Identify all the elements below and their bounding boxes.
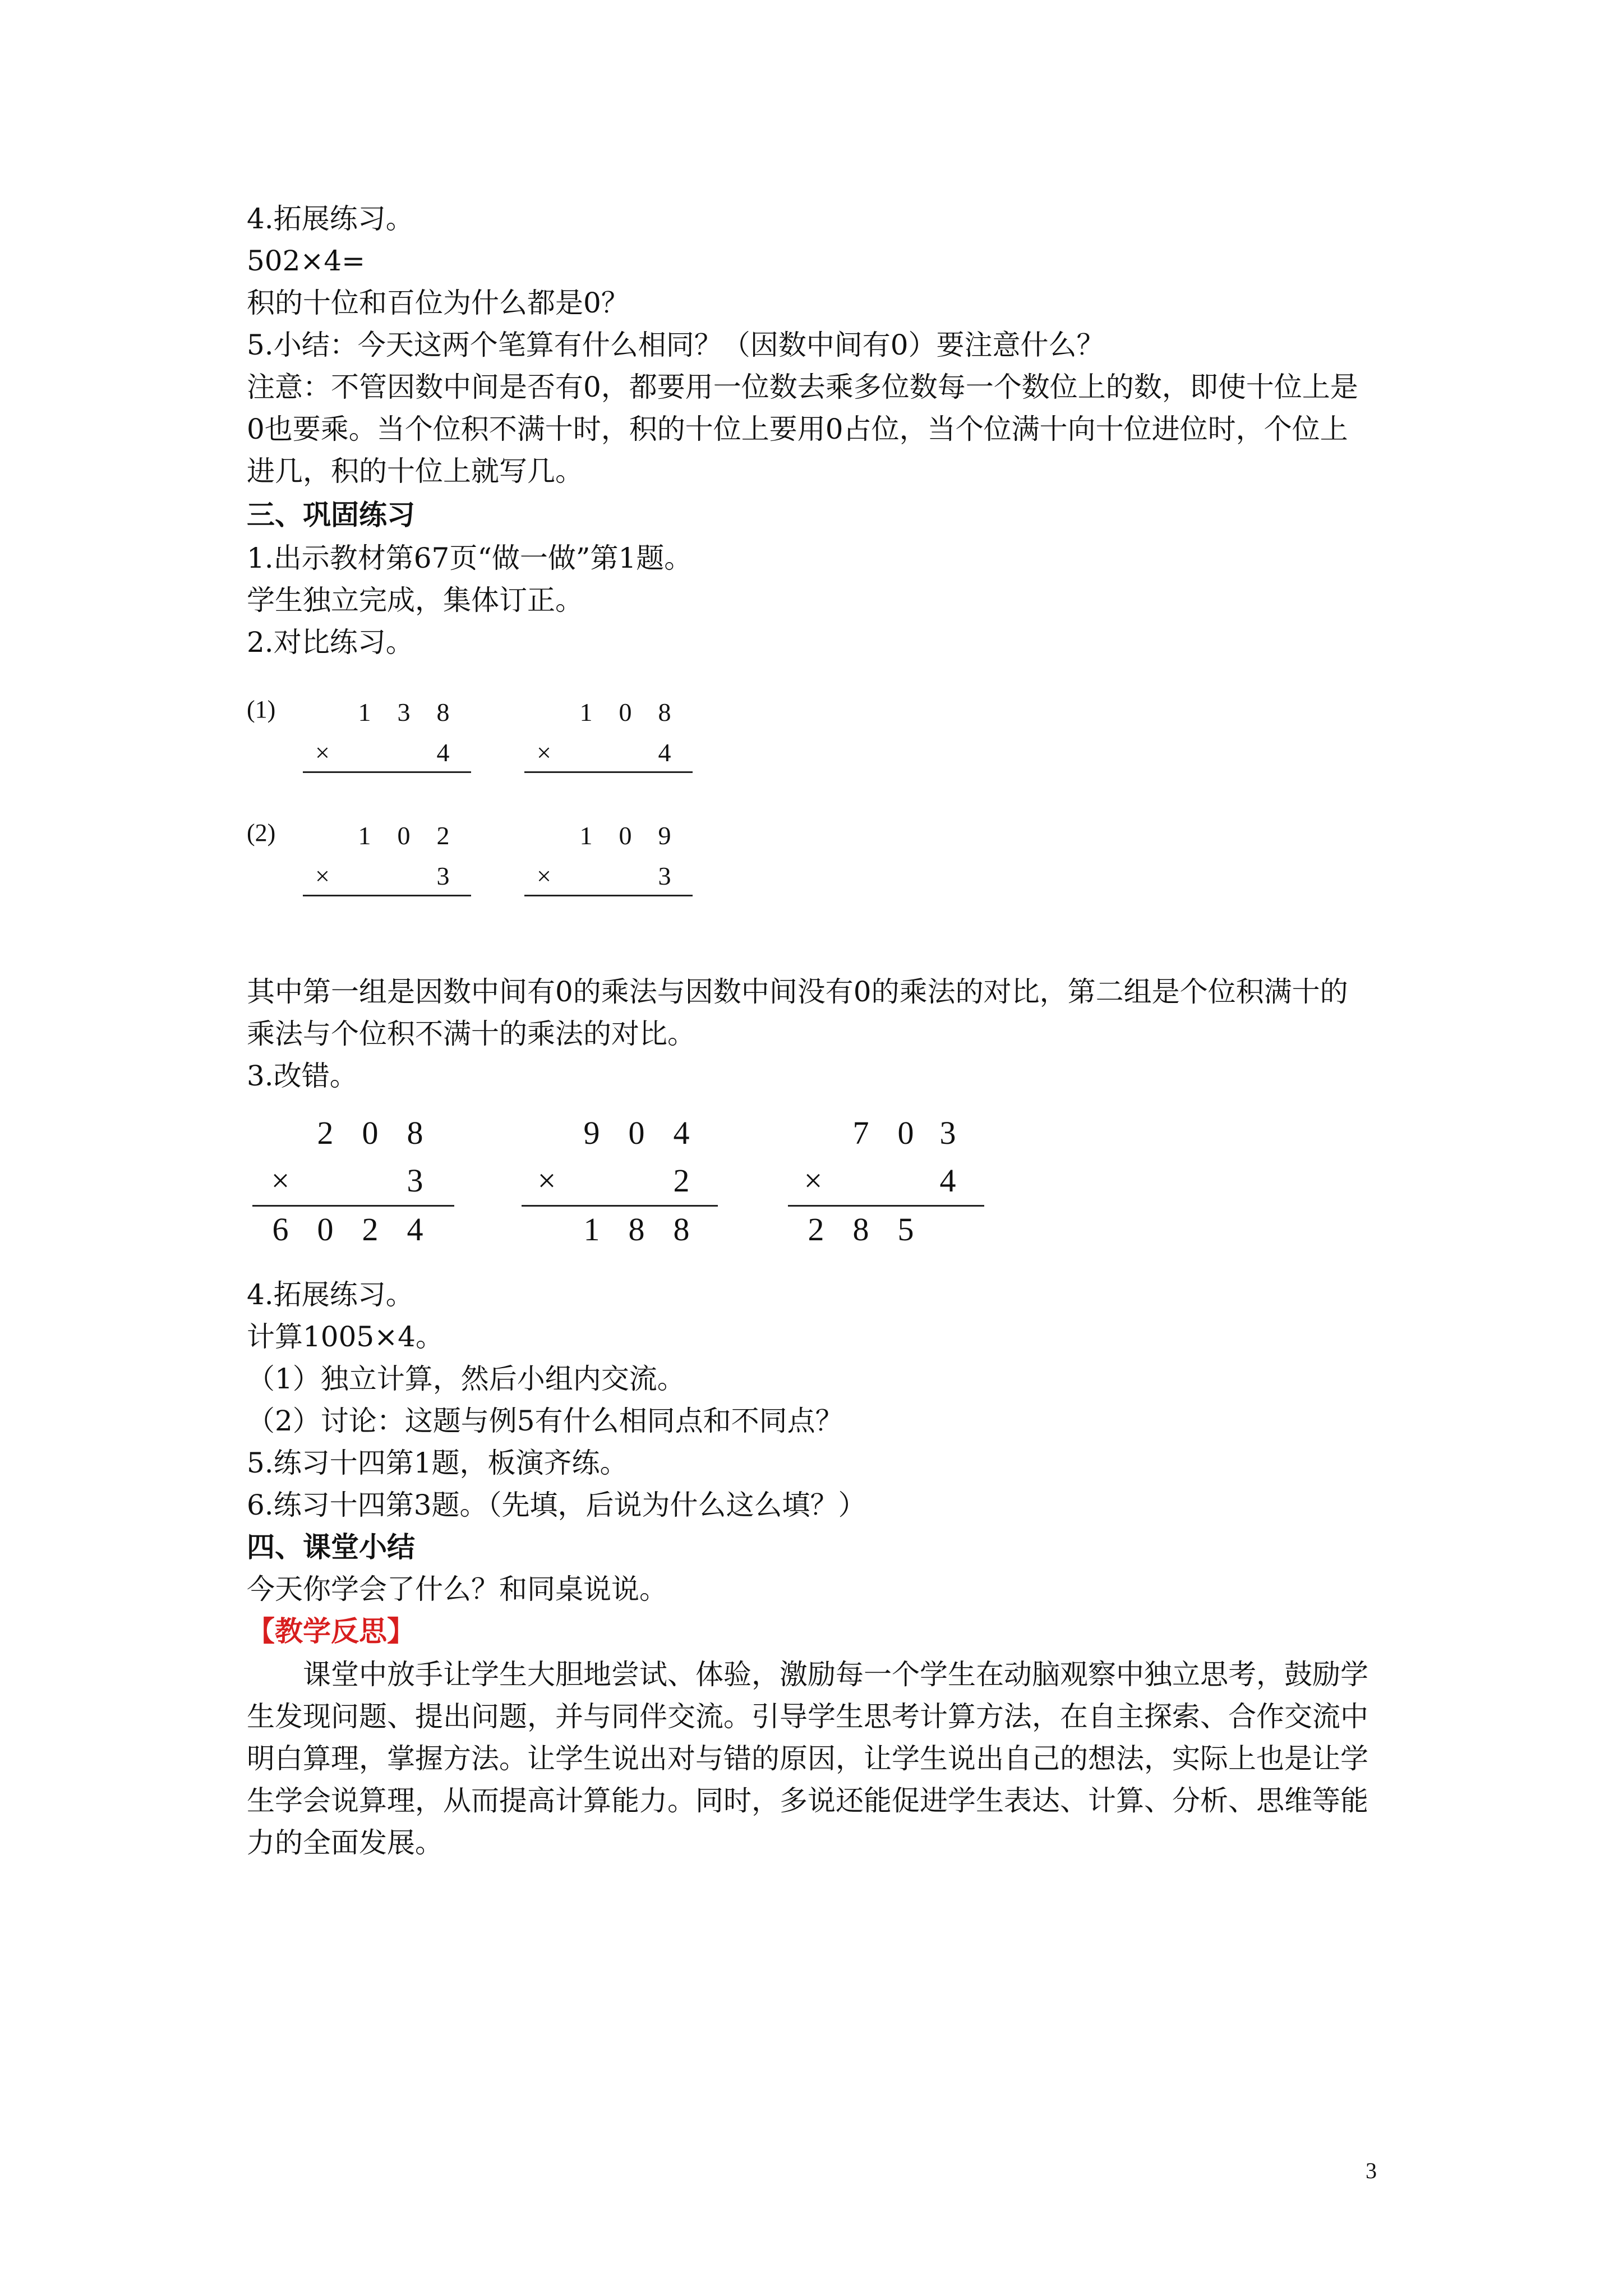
calc-rule bbox=[303, 771, 471, 773]
vertical-multiplication bbox=[252, 1116, 454, 1251]
digit: 2 bbox=[673, 1162, 690, 1199]
times-sign: × bbox=[315, 738, 330, 767]
text-line: 注意：不管因数中间是否有0，都要用一位数去乘多位数每一个数位上的数，即使十位上是 bbox=[247, 371, 1358, 403]
digit: 0 bbox=[397, 821, 411, 850]
vertical-multiplication bbox=[524, 698, 693, 777]
text-line: 1.出示教材第67页“做一做”第1题。 bbox=[247, 542, 693, 574]
text-line: 3.改错。 bbox=[247, 1060, 358, 1092]
digit: 6 bbox=[272, 1211, 289, 1248]
digit: 8 bbox=[628, 1211, 645, 1248]
vertical-multiplication bbox=[788, 1116, 984, 1251]
text-line: 生学会说算理，从而提高计算能力。同时，多说还能促进学生表达、计算、分析、思维等能 bbox=[247, 1784, 1368, 1817]
digit: 4 bbox=[407, 1211, 423, 1248]
digit: 1 bbox=[583, 1211, 600, 1248]
text-line: 生发现问题、提出问题，并与同伴交流。引导学生思考计算方法，在自主探索、合作交流中 bbox=[247, 1700, 1368, 1733]
text-line: （1）独立计算，然后小组内交流。 bbox=[247, 1363, 685, 1395]
digit: 7 bbox=[852, 1115, 869, 1151]
digit: 1 bbox=[358, 821, 371, 850]
text-line: 计算1005×4。 bbox=[247, 1320, 444, 1353]
digit: 0 bbox=[362, 1115, 379, 1151]
digit: 4 bbox=[673, 1115, 690, 1151]
digit: 3 bbox=[397, 698, 411, 726]
text-line: 502×4= bbox=[247, 245, 366, 277]
digit: 9 bbox=[583, 1115, 600, 1151]
digit: 4 bbox=[436, 738, 450, 767]
reflection-title: 【教学反思】 bbox=[247, 1615, 415, 1648]
digit: 8 bbox=[658, 698, 671, 726]
text-line: 5.练习十四第1题，板演齐练。 bbox=[247, 1447, 628, 1479]
digit: 1 bbox=[579, 698, 593, 726]
digit: 4 bbox=[658, 738, 671, 767]
times-sign: × bbox=[804, 1162, 823, 1199]
digit: 3 bbox=[658, 862, 671, 890]
digit: 8 bbox=[852, 1211, 869, 1248]
times-sign: × bbox=[537, 738, 551, 767]
text-line: 进几，积的十位上就写几。 bbox=[247, 455, 583, 487]
vertical-multiplication bbox=[303, 698, 471, 777]
digit: 8 bbox=[407, 1115, 423, 1151]
calc-rule bbox=[522, 1205, 718, 1207]
digit: 0 bbox=[897, 1115, 914, 1151]
calc-rule bbox=[788, 1205, 984, 1207]
digit: 0 bbox=[317, 1211, 334, 1248]
text-line: 2.对比练习。 bbox=[247, 626, 414, 659]
digit: 3 bbox=[939, 1115, 956, 1151]
calc-rule bbox=[524, 895, 693, 896]
digit: 0 bbox=[619, 698, 632, 726]
text-line: 明白算理，掌握方法。让学生说出对与错的原因，让学生说出自己的想法，实际上也是让学 bbox=[247, 1742, 1368, 1775]
calc-rule bbox=[252, 1205, 454, 1207]
times-sign: × bbox=[315, 862, 330, 890]
text-line: 0也要乘。当个位积不满十时，积的十位上要用0占位，当个位满十向十位进位时，个位上 bbox=[247, 413, 1348, 445]
group-label: (1) bbox=[247, 696, 276, 723]
digit: 2 bbox=[808, 1211, 824, 1248]
section-heading: 三、巩固练习 bbox=[247, 499, 415, 531]
text-line: 4.拓展练习。 bbox=[247, 203, 414, 235]
digit: 2 bbox=[436, 821, 450, 850]
digit: 8 bbox=[673, 1211, 690, 1248]
digit: 8 bbox=[436, 698, 450, 726]
text-line: 力的全面发展。 bbox=[247, 1826, 443, 1859]
text-line: 积的十位和百位为什么都是0？ bbox=[247, 287, 629, 319]
text-line: 学生独立完成，集体订正。 bbox=[247, 584, 583, 616]
page-number: 3 bbox=[1366, 2158, 1377, 2183]
digit: 3 bbox=[436, 862, 450, 890]
vertical-multiplication bbox=[524, 822, 693, 900]
digit: 4 bbox=[939, 1162, 956, 1199]
times-sign: × bbox=[271, 1162, 290, 1199]
text-line: 课堂中放手让学生大胆地尝试、体验，激励每一个学生在动脑观察中独立思考，鼓励学 bbox=[303, 1658, 1368, 1691]
text-line: 6.练习十四第3题。（先填，后说为什么这么填？） bbox=[247, 1489, 866, 1521]
times-sign: × bbox=[537, 1162, 556, 1199]
digit: 2 bbox=[317, 1115, 334, 1151]
section-heading: 四、课堂小结 bbox=[247, 1531, 415, 1563]
calc-rule bbox=[524, 771, 693, 773]
digit: 9 bbox=[658, 821, 671, 850]
digit: 5 bbox=[897, 1211, 914, 1248]
text-line: 其中第一组是因数中间有0的乘法与因数中间没有0的乘法的对比，第二组是个位积满十的 bbox=[247, 976, 1348, 1008]
digit: 0 bbox=[628, 1115, 645, 1151]
text-line: 今天你学会了什么？和同桌说说。 bbox=[247, 1573, 667, 1605]
text-line: 4.拓展练习。 bbox=[247, 1278, 414, 1311]
text-line: 乘法与个位积不满十的乘法的对比。 bbox=[247, 1018, 695, 1050]
digit: 1 bbox=[579, 821, 593, 850]
text-line: 5.小结：今天这两个笔算有什么相同？（因数中间有0）要注意什么？ bbox=[247, 329, 1105, 361]
digit: 0 bbox=[619, 821, 632, 850]
digit: 1 bbox=[358, 698, 371, 726]
times-sign: × bbox=[537, 862, 551, 890]
digit: 2 bbox=[362, 1211, 379, 1248]
group-label: (2) bbox=[247, 819, 276, 846]
text-line: （2）讨论：这题与例5有什么相同点和不同点？ bbox=[247, 1405, 843, 1437]
vertical-multiplication bbox=[303, 822, 471, 900]
vertical-multiplication bbox=[522, 1116, 718, 1251]
digit: 3 bbox=[407, 1162, 423, 1199]
calc-rule bbox=[303, 895, 471, 896]
